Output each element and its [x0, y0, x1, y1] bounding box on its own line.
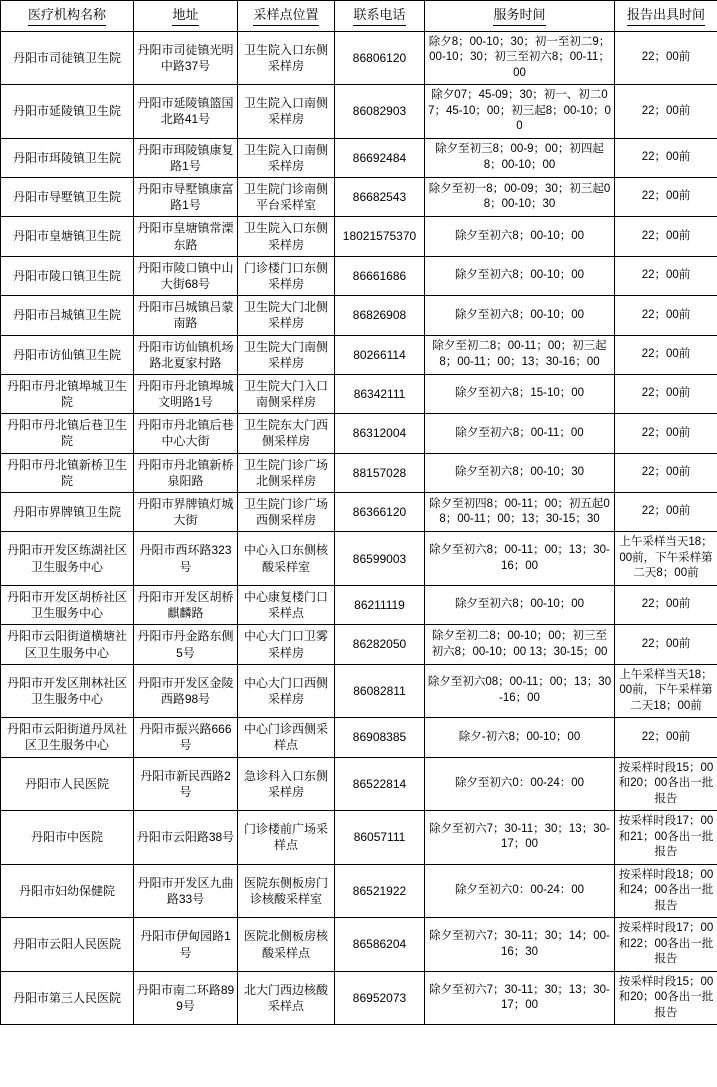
cell-service-time: 除夕至初六0：00-24：00 — [425, 864, 615, 918]
cell-report-time: 22；00前 — [615, 217, 717, 256]
cell-report-time: 22；00前 — [615, 374, 717, 413]
cell-phone: 86806120 — [335, 31, 425, 85]
cell-institution-name: 丹阳市延陵镇卫生院 — [1, 85, 134, 139]
cell-sampling-site: 卫生院大门南侧采样房 — [238, 335, 335, 374]
cell-address: 丹阳市新民西路2号 — [134, 757, 238, 811]
cell-address: 丹阳市珥陵镇康复路1号 — [134, 138, 238, 177]
cell-service-time: 除夕至初六8；00-11；00 — [425, 414, 615, 453]
cell-report-time: 22；00前 — [615, 414, 717, 453]
cell-service-time: 除夕至初六8；00-11；00；13；30-16；00 — [425, 532, 615, 586]
cell-service-time: 除夕至初六8；15-10；00 — [425, 374, 615, 413]
cell-service-time: 除夕-初六8；00-10；00 — [425, 718, 615, 757]
cell-report-time: 22；00前 — [615, 625, 717, 664]
cell-address: 丹阳市南二环路899号 — [134, 971, 238, 1025]
cell-institution-name: 丹阳市界牌镇卫生院 — [1, 493, 134, 532]
cell-sampling-site: 急诊科入口东侧采样房 — [238, 757, 335, 811]
column-header-service-time: 服务时间 — [425, 1, 615, 32]
table-row — [1, 31, 717, 85]
cell-report-time: 按采样时段15；00和20；00各出一批报告 — [615, 757, 717, 811]
cell-institution-name: 丹阳市丹北镇后巷卫生院 — [1, 414, 134, 453]
table-row — [1, 217, 717, 256]
cell-address: 丹阳市导墅镇康富路1号 — [134, 178, 238, 217]
cell-service-time: 除夕至初六7；30-11；30；13；30-17；00 — [425, 971, 615, 1025]
cell-sampling-site: 卫生院入口东侧采样房 — [238, 31, 335, 85]
cell-sampling-site: 卫生院门诊广场西侧采样房 — [238, 493, 335, 532]
table-row — [1, 918, 717, 972]
cell-phone: 86908385 — [335, 718, 425, 757]
table-row — [1, 453, 717, 492]
table-row — [1, 493, 717, 532]
table-row — [1, 971, 717, 1025]
cell-report-time: 22；00前 — [615, 453, 717, 492]
cell-address: 丹阳市丹北镇后巷中心大街 — [134, 414, 238, 453]
cell-phone: 86282050 — [335, 625, 425, 664]
cell-sampling-site: 中心门诊西侧采样点 — [238, 718, 335, 757]
cell-sampling-site: 卫生院门诊广场北侧采样房 — [238, 453, 335, 492]
cell-address: 丹阳市陵口镇中山大街68号 — [134, 256, 238, 295]
cell-service-time: 除夕至初四8；00-11；00；初五起08；00-11；00；13；30-15；30 — [425, 493, 615, 532]
cell-sampling-site: 北大门西边核酸采样点 — [238, 971, 335, 1025]
cell-report-time: 按采样时段15；00和20；00各出一批报告 — [615, 971, 717, 1025]
cell-institution-name: 丹阳市吕城镇卫生院 — [1, 296, 134, 335]
cell-institution-name: 丹阳市云阳人民医院 — [1, 918, 134, 972]
cell-sampling-site: 卫生院大门入口南侧采样房 — [238, 374, 335, 413]
cell-institution-name: 丹阳市陵口镇卫生院 — [1, 256, 134, 295]
cell-institution-name: 丹阳市开发区胡桥社区卫生服务中心 — [1, 585, 134, 624]
cell-service-time: 除夕至初六8；00-10；00 — [425, 256, 615, 295]
table-row — [1, 811, 717, 865]
table-row — [1, 296, 717, 335]
cell-address: 丹阳市皇塘镇常溧东路 — [134, 217, 238, 256]
cell-institution-name: 丹阳市第三人民医院 — [1, 971, 134, 1025]
cell-institution-name: 丹阳市云阳街道横塘社区卫生服务中心 — [1, 625, 134, 664]
cell-service-time: 除夕至初六7；30-11；30；13；30-17；00 — [425, 811, 615, 865]
cell-phone: 86682543 — [335, 178, 425, 217]
table-row — [1, 757, 717, 811]
cell-phone: 86342111 — [335, 374, 425, 413]
column-header-site: 采样点位置 — [238, 1, 335, 32]
cell-phone: 86312004 — [335, 414, 425, 453]
table-row — [1, 414, 717, 453]
cell-institution-name: 丹阳市人民医院 — [1, 757, 134, 811]
cell-address: 丹阳市伊甸园路1号 — [134, 918, 238, 972]
cell-service-time: 除夕至初六8；00-10；30 — [425, 453, 615, 492]
cell-phone: 18021575370 — [335, 217, 425, 256]
cell-sampling-site: 卫生院大门北侧采样房 — [238, 296, 335, 335]
cell-address: 丹阳市界牌镇灯城大街 — [134, 493, 238, 532]
cell-report-time: 22；00前 — [615, 585, 717, 624]
cell-report-time: 22；00前 — [615, 718, 717, 757]
table-row — [1, 85, 717, 139]
table-row — [1, 256, 717, 295]
table-row — [1, 178, 717, 217]
cell-sampling-site: 中心大门口卫雾采样房 — [238, 625, 335, 664]
cell-phone: 86826908 — [335, 296, 425, 335]
cell-phone: 86082903 — [335, 85, 425, 139]
cell-institution-name: 丹阳市司徒镇卫生院 — [1, 31, 134, 85]
cell-sampling-site: 卫生院入口南侧采样房 — [238, 85, 335, 139]
cell-address: 丹阳市司徒镇光明中路37号 — [134, 31, 238, 85]
cell-service-time: 除夕至初六0：00-24：00 — [425, 757, 615, 811]
cell-phone: 86599003 — [335, 532, 425, 586]
cell-service-time: 除夕8；00-10；30；初一至初二9；00-10；30；初三至初六8；00-11；00 — [425, 31, 615, 85]
table-header — [1, 1, 717, 32]
cell-report-time: 22；00前 — [615, 335, 717, 374]
cell-sampling-site: 中心大门口西侧采样房 — [238, 664, 335, 718]
table-row — [1, 335, 717, 374]
cell-institution-name: 丹阳市导墅镇卫生院 — [1, 178, 134, 217]
cell-report-time: 22；00前 — [615, 31, 717, 85]
cell-address: 丹阳市开发区金陵西路98号 — [134, 664, 238, 718]
cell-institution-name: 丹阳市云阳街道丹凤社区卫生服务中心 — [1, 718, 134, 757]
cell-address: 丹阳市振兴路666号 — [134, 718, 238, 757]
column-header-address: 地址 — [134, 1, 238, 32]
cell-phone: 88157028 — [335, 453, 425, 492]
cell-institution-name: 丹阳市珥陵镇卫生院 — [1, 138, 134, 177]
cell-sampling-site: 卫生院门诊南侧平台采样室 — [238, 178, 335, 217]
cell-report-time: 22；00前 — [615, 178, 717, 217]
cell-phone: 86661686 — [335, 256, 425, 295]
table-row — [1, 625, 717, 664]
cell-address: 丹阳市访仙镇机场路北夏家村路 — [134, 335, 238, 374]
cell-institution-name: 丹阳市访仙镇卫生院 — [1, 335, 134, 374]
table-header-row — [1, 1, 717, 32]
cell-address: 丹阳市丹金路东侧5号 — [134, 625, 238, 664]
table-row — [1, 864, 717, 918]
table-row — [1, 585, 717, 624]
cell-report-time: 22；00前 — [615, 256, 717, 295]
cell-service-time: 除夕至初六08；00-11；00；13；30-16；00 — [425, 664, 615, 718]
cell-report-time: 按采样时段18；00和24；00各出一批报告 — [615, 864, 717, 918]
cell-service-time: 除夕至初二8；00-10；00；初三至初六8；00-10；00 13；30-15；00 — [425, 625, 615, 664]
column-header-report-time: 报告出具时间 — [615, 1, 717, 32]
cell-sampling-site: 医院东侧板房门诊核酸采样室 — [238, 864, 335, 918]
cell-report-time: 按采样时段17；00和21；00各出一批报告 — [615, 811, 717, 865]
cell-sampling-site: 门诊楼门口东侧采样房 — [238, 256, 335, 295]
cell-phone: 86082811 — [335, 664, 425, 718]
cell-service-time: 除夕至初二8；00-11；00；初三起8；00-11；00；13；30-16；00 — [425, 335, 615, 374]
cell-phone: 86952073 — [335, 971, 425, 1025]
cell-report-time: 22；00前 — [615, 85, 717, 139]
table-row — [1, 664, 717, 718]
cell-address: 丹阳市云阳路38号 — [134, 811, 238, 865]
cell-service-time: 除夕至初三8；00-9；00；初四起8；00-10；00 — [425, 138, 615, 177]
cell-institution-name: 丹阳市妇幼保健院 — [1, 864, 134, 918]
cell-sampling-site: 卫生院入口东侧采样房 — [238, 217, 335, 256]
cell-report-time: 上午采样当天18；00前，下午采样第二天18；00前 — [615, 664, 717, 718]
table-row — [1, 138, 717, 177]
cell-address: 丹阳市丹北镇新桥泉阳路 — [134, 453, 238, 492]
cell-report-time: 22；00前 — [615, 493, 717, 532]
cell-phone: 80266114 — [335, 335, 425, 374]
cell-address: 丹阳市吕城镇吕蒙南路 — [134, 296, 238, 335]
cell-phone: 86366120 — [335, 493, 425, 532]
cell-service-time: 除夕至初六8；00-10；00 — [425, 585, 615, 624]
cell-sampling-site: 中心入口东侧核酸采样室 — [238, 532, 335, 586]
cell-report-time: 上午采样当天18；00前，下午采样第二天8；00前 — [615, 532, 717, 586]
table-row — [1, 718, 717, 757]
cell-sampling-site: 卫生院东大门西侧采样房 — [238, 414, 335, 453]
cell-report-time: 22；00前 — [615, 138, 717, 177]
table-body — [1, 31, 717, 1025]
cell-service-time: 除夕至初六7；30-11；30；14；00-16；30 — [425, 918, 615, 972]
cell-institution-name: 丹阳市开发区练湖社区卫生服务中心 — [1, 532, 134, 586]
cell-service-time: 除夕07；45-09；30；初一、初二07；45-10；00；初三起8；00-10；00 — [425, 85, 615, 139]
cell-service-time: 除夕至初六8；00-10；00 — [425, 217, 615, 256]
cell-report-time: 按采样时段17；00和22；00各出一批报告 — [615, 918, 717, 972]
cell-sampling-site: 中心康复楼门口采样点 — [238, 585, 335, 624]
cell-phone: 86521922 — [335, 864, 425, 918]
cell-address: 丹阳市丹北镇埠城文明路1号 — [134, 374, 238, 413]
cell-service-time: 除夕至初一8；00-09；30；初三起08；00-10；30 — [425, 178, 615, 217]
cell-sampling-site: 卫生院入口南侧采样房 — [238, 138, 335, 177]
cell-report-time: 22；00前 — [615, 296, 717, 335]
cell-phone: 86692484 — [335, 138, 425, 177]
cell-institution-name: 丹阳市皇塘镇卫生院 — [1, 217, 134, 256]
cell-phone: 86586204 — [335, 918, 425, 972]
column-header-name: 医疗机构名称 — [1, 1, 134, 32]
cell-phone: 86211119 — [335, 585, 425, 624]
column-header-phone: 联系电话 — [335, 1, 425, 32]
cell-sampling-site: 门诊楼前广场采样点 — [238, 811, 335, 865]
cell-institution-name: 丹阳市丹北镇埠城卫生院 — [1, 374, 134, 413]
cell-address: 丹阳市开发区胡桥麒麟路 — [134, 585, 238, 624]
table-row — [1, 532, 717, 586]
cell-service-time: 除夕至初六8；00-10；00 — [425, 296, 615, 335]
cell-institution-name: 丹阳市中医院 — [1, 811, 134, 865]
cell-address: 丹阳市西环路323号 — [134, 532, 238, 586]
table-row — [1, 374, 717, 413]
cell-phone: 86057111 — [335, 811, 425, 865]
cell-address: 丹阳市开发区九曲路33号 — [134, 864, 238, 918]
cell-institution-name: 丹阳市丹北镇新桥卫生院 — [1, 453, 134, 492]
cell-institution-name: 丹阳市开发区荆林社区卫生服务中心 — [1, 664, 134, 718]
cell-address: 丹阳市延陵镇篮国北路41号 — [134, 85, 238, 139]
cell-phone: 86522814 — [335, 757, 425, 811]
cell-sampling-site: 医院北侧板房核酸采样点 — [238, 918, 335, 972]
